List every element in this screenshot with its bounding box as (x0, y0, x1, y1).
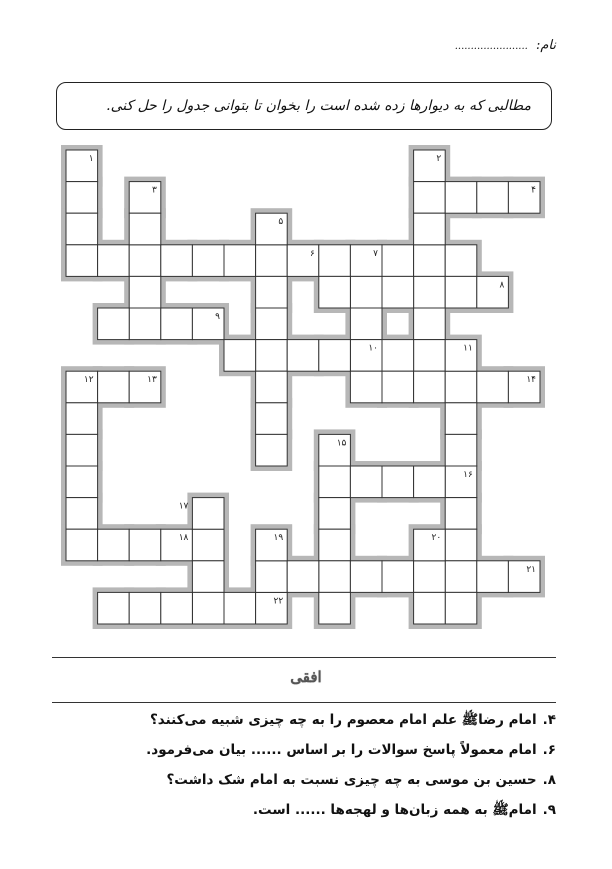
crossword-cell[interactable] (445, 371, 477, 403)
crossword-cell[interactable] (224, 245, 256, 277)
crossword-cell[interactable] (350, 371, 382, 403)
crossword-cell[interactable] (287, 340, 319, 372)
crossword-cell[interactable] (192, 592, 224, 624)
cell-number: ۱۷ (178, 501, 189, 512)
crossword-cell[interactable] (98, 308, 130, 340)
cell-number: ۷ (373, 248, 378, 259)
crossword-cell[interactable] (414, 213, 446, 245)
crossword-cell[interactable] (129, 529, 161, 561)
clue-text: امامﷺ به همه زبان‌ها و لهجه‌ها ...... است. (252, 802, 537, 818)
crossword-cell[interactable] (382, 371, 414, 403)
crossword-cell[interactable] (414, 308, 446, 340)
crossword-cell[interactable] (319, 466, 351, 498)
crossword-cell[interactable] (98, 245, 130, 277)
crossword-cell[interactable] (445, 403, 477, 435)
crossword-cell[interactable] (256, 371, 288, 403)
crossword-cell[interactable] (414, 466, 446, 498)
cell-number: ۱۸ (178, 533, 189, 544)
crossword-cell[interactable] (445, 592, 477, 624)
cell-number: ۱۴ (526, 375, 536, 386)
crossword-cell[interactable] (319, 561, 351, 593)
crossword-cell[interactable] (350, 466, 382, 498)
crossword-cell[interactable] (256, 276, 288, 308)
crossword-cell[interactable] (382, 245, 414, 277)
crossword-cell[interactable] (256, 434, 288, 466)
crossword-cell[interactable] (98, 371, 130, 403)
crossword-cell[interactable] (445, 182, 477, 214)
cell-number: ۱۱ (463, 343, 473, 354)
cell-number: ۱۳ (147, 375, 157, 386)
crossword-cell[interactable] (445, 434, 477, 466)
crossword-cell[interactable] (66, 498, 98, 530)
crossword-cell[interactable] (414, 340, 446, 372)
section-title: افقی (290, 668, 322, 686)
cell-number: ۵ (278, 217, 284, 228)
crossword-cell[interactable] (192, 529, 224, 561)
crossword-cell[interactable] (129, 213, 161, 245)
cell-number: ۲۲ (273, 596, 284, 607)
crossword-cell[interactable] (414, 245, 446, 277)
crossword-cell[interactable] (224, 340, 256, 372)
crossword-cell[interactable] (319, 340, 351, 372)
crossword-cell[interactable] (445, 245, 477, 277)
crossword-cell[interactable] (256, 308, 288, 340)
name-label: نام: (535, 38, 556, 53)
cell-number: ۱۲ (83, 375, 94, 386)
clue-text: حسین بن موسی به چه چیزی نسبت به امام شک داشت؟ (166, 772, 537, 788)
crossword-cell[interactable] (477, 182, 509, 214)
grid-cells (66, 150, 540, 624)
crossword-cell[interactable] (129, 308, 161, 340)
clue-number: ۹. (542, 802, 556, 818)
crossword-cell[interactable] (445, 561, 477, 593)
cell-number: ۱۹ (273, 533, 284, 544)
crossword-cell[interactable] (256, 403, 288, 435)
clue-text: امام رضاﷺ علم امام معصوم را به چه چیزی شبیه می‌کنند؟ (149, 712, 537, 728)
crossword-cell[interactable] (192, 561, 224, 593)
crossword-cell[interactable] (224, 592, 256, 624)
crossword-cell[interactable] (319, 592, 351, 624)
cell-number: ۲۱ (526, 564, 536, 575)
crossword-cell[interactable] (256, 561, 288, 593)
crossword-cell[interactable] (129, 592, 161, 624)
crossword-cell[interactable] (98, 592, 130, 624)
clue-number: ۶. (542, 742, 556, 758)
clue-item (56, 798, 556, 828)
crossword-cell[interactable] (414, 592, 446, 624)
crossword-cell[interactable] (382, 340, 414, 372)
crossword-cell[interactable] (319, 498, 351, 530)
crossword-cell[interactable] (256, 245, 288, 277)
crossword-cell[interactable] (66, 182, 98, 214)
crossword-cell[interactable] (66, 213, 98, 245)
crossword-cell[interactable] (129, 245, 161, 277)
cell-number: ۴ (531, 185, 536, 196)
clue-item (56, 768, 556, 798)
cell-number: ۱۰ (368, 343, 378, 354)
cell-number: ۲ (436, 154, 442, 164)
clue-list (56, 708, 556, 828)
crossword-cell[interactable] (161, 308, 193, 340)
section-divider-top (52, 657, 556, 658)
crossword-cell[interactable] (66, 403, 98, 435)
cell-number: ۲۰ (431, 533, 442, 544)
clue-number: ۸. (542, 772, 556, 788)
clue-item (56, 738, 556, 768)
crossword-cell[interactable] (445, 529, 477, 561)
crossword-cell[interactable] (414, 182, 446, 214)
name-dots[interactable]: ....................... (454, 41, 528, 52)
crossword-cell[interactable] (414, 561, 446, 593)
section-divider-bottom (52, 702, 556, 703)
cell-number: ۱ (88, 154, 94, 164)
crossword-cell[interactable] (66, 466, 98, 498)
crossword-cell[interactable] (161, 245, 193, 277)
crossword-cell[interactable] (66, 529, 98, 561)
clue-item (56, 708, 556, 738)
cell-number: ۸ (499, 280, 505, 291)
crossword-cell[interactable] (319, 245, 351, 277)
crossword-cell[interactable] (98, 529, 130, 561)
crossword-cell[interactable] (192, 498, 224, 530)
crossword-cell[interactable] (319, 529, 351, 561)
crossword-cell[interactable] (382, 276, 414, 308)
crossword-cell[interactable] (445, 498, 477, 530)
instruction-text: مطالبی که به دیوارها زده شده است را بخوان تا بتوانی جدول را حل کنی. (106, 98, 531, 114)
cell-number: ۳ (151, 185, 157, 196)
crossword-cell[interactable] (129, 276, 161, 308)
clue-text: امام معمولاً پاسخ سوالات را بر اساس ...... بیان می‌فرمود. (146, 742, 537, 758)
clue-number: ۴. (542, 712, 556, 728)
crossword-cell[interactable] (382, 466, 414, 498)
cell-number: ۱۶ (463, 470, 473, 480)
crossword-cell[interactable] (477, 371, 509, 403)
cell-number: ۶ (309, 248, 315, 259)
crossword-cell[interactable] (256, 340, 288, 372)
crossword-cell[interactable] (192, 245, 224, 277)
crossword-cell[interactable] (350, 276, 382, 308)
cell-number: ۹ (215, 312, 220, 322)
cell-number: ۱۵ (336, 438, 347, 449)
crossword-cell[interactable] (414, 276, 446, 308)
crossword-cell[interactable] (161, 592, 193, 624)
crossword-cell[interactable] (319, 276, 351, 308)
crossword-cell[interactable] (350, 308, 382, 340)
crossword-cell[interactable] (445, 276, 477, 308)
crossword-cell[interactable] (414, 371, 446, 403)
crossword-cell[interactable] (477, 561, 509, 593)
crossword-cell[interactable] (350, 561, 382, 593)
crossword-cell[interactable] (287, 561, 319, 593)
crossword-cell[interactable] (66, 434, 98, 466)
crossword-cell[interactable] (66, 245, 98, 277)
crossword-cell[interactable] (382, 561, 414, 593)
